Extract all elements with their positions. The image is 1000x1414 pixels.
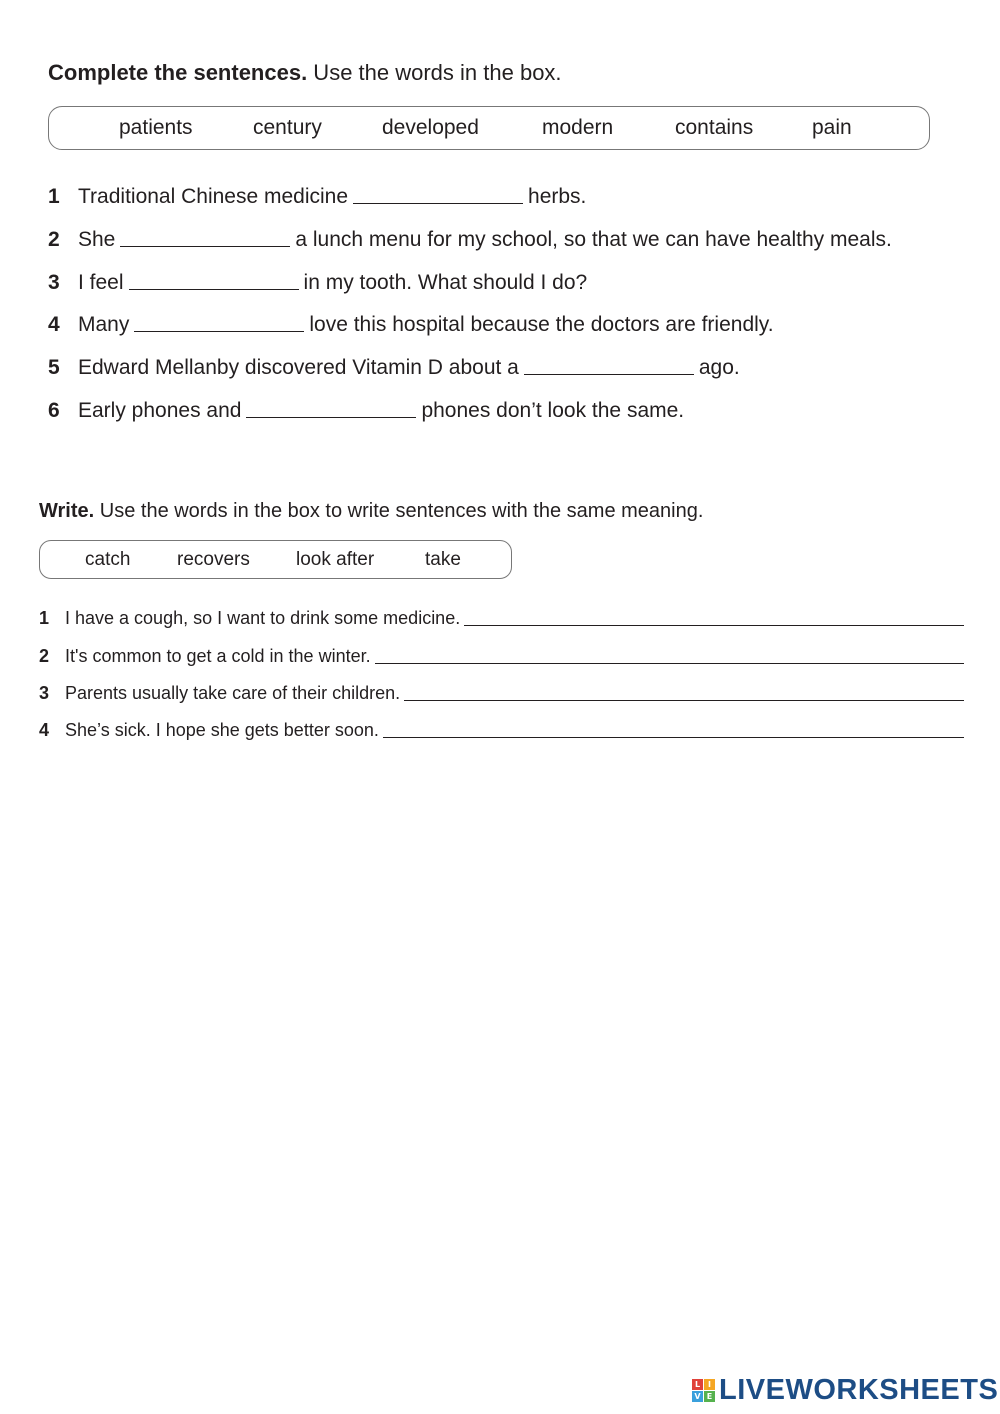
section1-instruction [48, 60, 562, 86]
sentence-number: 3 [39, 683, 50, 703]
section1-instruction-rest: Use the words in the box. [307, 60, 562, 85]
section1-sentence [48, 271, 587, 295]
section1-sentence [48, 356, 740, 380]
logo-text: LIVEWORKSHEETS [719, 1373, 999, 1406]
answer-blank[interactable] [353, 202, 523, 204]
word-box-item: take [425, 549, 461, 570]
answer-line[interactable] [383, 736, 964, 738]
logo-square: V [692, 1391, 703, 1402]
answer-blank[interactable] [129, 288, 299, 290]
word-box-item: developed [382, 116, 479, 139]
answer-line[interactable] [404, 699, 964, 701]
section2-instruction-bold: Write. [39, 500, 95, 522]
logo-square: E [704, 1391, 715, 1402]
section1-sentence [48, 399, 684, 423]
logo-square: I [704, 1379, 715, 1390]
sentence-number: 5 [48, 356, 60, 379]
sentence-text-after: in my tooth. What should I do? [303, 271, 588, 294]
sentence-text-after: herbs. [528, 185, 587, 208]
sentence-number: 6 [48, 399, 60, 422]
sentence-text-before: Many [78, 313, 130, 336]
sentence-text-before: Edward Mellanby discovered Vitamin D about a [78, 356, 519, 379]
sentence-text-after: phones don’t look the same. [421, 399, 685, 422]
section2-instruction-rest: Use the words in the box to write sentences with the same meaning. [94, 500, 704, 522]
sentence-number: 3 [48, 271, 60, 294]
word-box-item: patients [119, 116, 193, 139]
liveworksheets-logo [692, 1372, 998, 1408]
word-box-item: century [253, 116, 322, 139]
sentence-text: It's common to get a cold in the winter. [65, 646, 371, 666]
section2-instruction [39, 500, 703, 523]
word-box-item: contains [675, 116, 754, 139]
section2-sentence [39, 683, 964, 704]
answer-line[interactable] [464, 624, 964, 626]
word-box-item: look after [296, 549, 375, 570]
word-box-item: catch [85, 549, 131, 570]
answer-blank[interactable] [524, 373, 694, 375]
section1-word-box [48, 106, 930, 150]
answer-blank[interactable] [120, 245, 290, 247]
sentence-text-before: She [78, 228, 116, 251]
sentence-text-after: a lunch menu for my school, so that we can have healthy meals. [295, 228, 892, 251]
section1-instruction-bold: Complete the sentences. [48, 60, 308, 85]
sentence-number: 4 [39, 720, 50, 740]
sentence-number: 4 [48, 313, 60, 336]
section2-word-box [39, 540, 512, 579]
word-box-item: pain [812, 116, 852, 139]
word-box-item: recovers [177, 549, 250, 570]
sentence-text-before: I feel [78, 271, 124, 294]
word-box-item: modern [542, 116, 614, 139]
section1-sentence [48, 185, 586, 209]
sentence-text: Parents usually take care of their children. [65, 683, 401, 703]
section2-sentence [39, 608, 964, 629]
sentence-number: 1 [39, 608, 50, 628]
answer-line[interactable] [375, 662, 964, 664]
section1-sentence [48, 228, 892, 252]
section2-sentence [39, 720, 964, 741]
sentence-text: I have a cough, so I want to drink some medicine. [65, 608, 461, 628]
sentence-text-after: love this hospital because the doctors are friendly. [309, 313, 774, 336]
logo-squares-icon [692, 1379, 715, 1402]
sentence-number: 2 [48, 228, 60, 251]
section1-sentence [48, 313, 774, 337]
answer-blank[interactable] [134, 330, 304, 332]
sentence-text-after: ago. [698, 356, 740, 379]
logo-square: L [692, 1379, 703, 1390]
answer-blank[interactable] [246, 416, 416, 418]
sentence-number: 1 [48, 185, 60, 208]
section2-sentence [39, 646, 964, 667]
sentence-number: 2 [39, 646, 50, 666]
sentence-text: She’s sick. I hope she gets better soon. [65, 720, 379, 740]
sentence-text-before: Traditional Chinese medicine [78, 185, 349, 208]
sentence-text-before: Early phones and [78, 399, 242, 422]
